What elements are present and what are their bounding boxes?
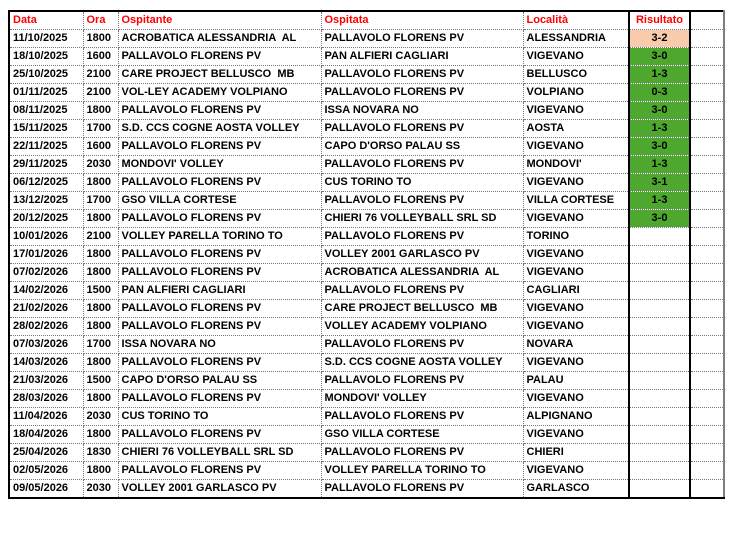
cell-localita[interactable]: AOSTA [523, 120, 629, 138]
header-risultato[interactable]: Risultato [629, 11, 690, 30]
cell-ora[interactable]: 2030 [83, 156, 118, 174]
cell-localita[interactable]: VIGEVANO [523, 426, 629, 444]
cell-extra-blank[interactable] [690, 174, 724, 192]
cell-extra-blank[interactable] [690, 210, 724, 228]
cell-data[interactable]: 29/11/2025 [9, 156, 83, 174]
cell-localita[interactable]: VIGEVANO [523, 246, 629, 264]
table-row [9, 84, 724, 102]
cell-ospitante[interactable]: CUS TORINO TO [118, 408, 321, 426]
spreadsheet-region [8, 10, 725, 499]
cell-localita[interactable]: CHIERI [523, 444, 629, 462]
cell-ospitata[interactable]: PALLAVOLO FLORENS PV [321, 480, 523, 499]
table-row [9, 192, 724, 210]
cell-ora[interactable]: 1600 [83, 138, 118, 156]
cell-ospitante[interactable]: PALLAVOLO FLORENS PV [118, 264, 321, 282]
table-row [9, 30, 724, 48]
cell-data[interactable]: 20/12/2025 [9, 210, 83, 228]
cell-data[interactable]: 28/02/2026 [9, 318, 83, 336]
header-data[interactable]: Data [9, 11, 83, 30]
table-row [9, 120, 724, 138]
cell-extra-blank[interactable] [690, 408, 724, 426]
cell-ospitante[interactable]: GSO VILLA CORTESE [118, 192, 321, 210]
cell-extra-blank[interactable] [690, 354, 724, 372]
cell-ora[interactable]: 1700 [83, 336, 118, 354]
table-row [9, 462, 724, 480]
cell-ospitata[interactable]: PAN ALFIERI CAGLIARI [321, 48, 523, 66]
cell-ora[interactable]: 1500 [83, 282, 118, 300]
cell-ospitata[interactable]: ISSA NOVARA NO [321, 102, 523, 120]
cell-ospitante[interactable]: PALLAVOLO FLORENS PV [118, 426, 321, 444]
table-row [9, 354, 724, 372]
cell-ospitata[interactable]: S.D. CCS COGNE AOSTA VOLLEY [321, 354, 523, 372]
cell-localita[interactable]: ALPIGNANO [523, 408, 629, 426]
cell-extra-blank[interactable] [690, 372, 724, 390]
cell-ora[interactable]: 1800 [83, 390, 118, 408]
cell-ora[interactable]: 1800 [83, 264, 118, 282]
table-row [9, 228, 724, 246]
cell-extra-blank[interactable] [690, 336, 724, 354]
table-row [9, 318, 724, 336]
cell-data[interactable]: 18/04/2026 [9, 426, 83, 444]
cell-ospitante[interactable]: PALLAVOLO FLORENS PV [118, 246, 321, 264]
cell-risultato[interactable] [629, 354, 690, 372]
cell-ospitante[interactable]: PALLAVOLO FLORENS PV [118, 390, 321, 408]
cell-ospitante[interactable]: PALLAVOLO FLORENS PV [118, 102, 321, 120]
cell-localita[interactable]: GARLASCO [523, 480, 629, 499]
cell-ospitante[interactable]: S.D. CCS COGNE AOSTA VOLLEY [118, 120, 321, 138]
cell-ospitata[interactable]: PALLAVOLO FLORENS PV [321, 120, 523, 138]
table-row [9, 66, 724, 84]
cell-ospitata[interactable]: PALLAVOLO FLORENS PV [321, 282, 523, 300]
cell-risultato[interactable] [629, 282, 690, 300]
cell-ora[interactable]: 1800 [83, 102, 118, 120]
cell-extra-blank[interactable] [690, 30, 724, 48]
header-ospitante[interactable]: Ospitante [118, 11, 321, 30]
cell-localita[interactable]: NOVARA [523, 336, 629, 354]
cell-localita[interactable]: VIGEVANO [523, 462, 629, 480]
table-row [9, 282, 724, 300]
cell-risultato[interactable] [629, 462, 690, 480]
cell-ospitata[interactable]: PALLAVOLO FLORENS PV [321, 372, 523, 390]
table-row [9, 210, 724, 228]
cell-extra-blank[interactable] [690, 480, 724, 499]
header-localita[interactable]: Località [523, 11, 629, 30]
cell-extra-blank[interactable] [690, 66, 724, 84]
cell-extra-blank[interactable] [690, 192, 724, 210]
cell-risultato[interactable] [629, 318, 690, 336]
cell-localita[interactable]: PALAU [523, 372, 629, 390]
cell-localita[interactable]: VOLPIANO [523, 84, 629, 102]
cell-ospitante[interactable]: ISSA NOVARA NO [118, 336, 321, 354]
cell-extra-blank[interactable] [690, 156, 724, 174]
header-extra-blank[interactable] [690, 11, 724, 30]
cell-ospitata[interactable]: PALLAVOLO FLORENS PV [321, 336, 523, 354]
cell-ospitante[interactable]: CHIERI 76 VOLLEYBALL SRL SD [118, 444, 321, 462]
cell-ospitante[interactable]: PALLAVOLO FLORENS PV [118, 174, 321, 192]
cell-risultato[interactable] [629, 390, 690, 408]
cell-ospitante[interactable]: VOLLEY PARELLA TORINO TO [118, 228, 321, 246]
cell-ora[interactable]: 1700 [83, 120, 118, 138]
cell-risultato[interactable]: 1-3 [629, 156, 690, 174]
cell-extra-blank[interactable] [690, 246, 724, 264]
cell-ospitata[interactable]: CUS TORINO TO [321, 174, 523, 192]
table-row [9, 246, 724, 264]
table-row [9, 48, 724, 66]
cell-ospitante[interactable]: VOL-LEY ACADEMY VOLPIANO [118, 84, 321, 102]
cell-ospitante[interactable]: PALLAVOLO FLORENS PV [118, 354, 321, 372]
cell-ora[interactable]: 2100 [83, 228, 118, 246]
table-row [9, 300, 724, 318]
cell-ora[interactable]: 1800 [83, 174, 118, 192]
table-row [9, 264, 724, 282]
cell-extra-blank[interactable] [690, 120, 724, 138]
cell-localita[interactable]: VIGEVANO [523, 318, 629, 336]
cell-ospitante[interactable]: PALLAVOLO FLORENS PV [118, 210, 321, 228]
cell-ospitata[interactable]: PALLAVOLO FLORENS PV [321, 228, 523, 246]
cell-data[interactable]: 13/12/2025 [9, 192, 83, 210]
cell-localita[interactable]: VIGEVANO [523, 102, 629, 120]
cell-ospitata[interactable]: MONDOVI' VOLLEY [321, 390, 523, 408]
cell-localita[interactable]: MONDOVI' [523, 156, 629, 174]
cell-extra-blank[interactable] [690, 462, 724, 480]
cell-ora[interactable]: 2030 [83, 480, 118, 499]
cell-ospitata[interactable]: GSO VILLA CORTESE [321, 426, 523, 444]
cell-extra-blank[interactable] [690, 426, 724, 444]
cell-risultato[interactable]: 3-1 [629, 174, 690, 192]
cell-localita[interactable]: BELLUSCO [523, 66, 629, 84]
cell-data[interactable]: 14/03/2026 [9, 354, 83, 372]
cell-extra-blank[interactable] [690, 318, 724, 336]
cell-localita[interactable]: VIGEVANO [523, 264, 629, 282]
cell-risultato[interactable] [629, 246, 690, 264]
cell-ospitata[interactable]: CARE PROJECT BELLUSCO MB [321, 300, 523, 318]
cell-ospitante[interactable]: MONDOVI' VOLLEY [118, 156, 321, 174]
cell-extra-blank[interactable] [690, 390, 724, 408]
cell-localita[interactable]: VIGEVANO [523, 390, 629, 408]
cell-ospitata[interactable]: VOLLEY 2001 GARLASCO PV [321, 246, 523, 264]
header-ora[interactable]: Ora [83, 11, 118, 30]
cell-extra-blank[interactable] [690, 444, 724, 462]
cell-extra-blank[interactable] [690, 282, 724, 300]
table-row [9, 372, 724, 390]
cell-ora[interactable]: 1800 [83, 462, 118, 480]
cell-ospitata[interactable]: PALLAVOLO FLORENS PV [321, 408, 523, 426]
cell-ospitata[interactable]: VOLLEY PARELLA TORINO TO [321, 462, 523, 480]
cell-localita[interactable]: CAGLIARI [523, 282, 629, 300]
cell-risultato[interactable] [629, 228, 690, 246]
cell-data[interactable]: 08/11/2025 [9, 102, 83, 120]
cell-localita[interactable]: VIGEVANO [523, 300, 629, 318]
cell-ora[interactable]: 1800 [83, 30, 118, 48]
cell-ospitante[interactable]: PALLAVOLO FLORENS PV [118, 138, 321, 156]
cell-extra-blank[interactable] [690, 300, 724, 318]
cell-localita[interactable]: TORINO [523, 228, 629, 246]
cell-localita[interactable]: ALESSANDRIA [523, 30, 629, 48]
cell-risultato[interactable] [629, 444, 690, 462]
cell-ospitata[interactable]: PALLAVOLO FLORENS PV [321, 444, 523, 462]
cell-risultato[interactable]: 0-3 [629, 84, 690, 102]
cell-risultato[interactable]: 1-3 [629, 192, 690, 210]
cell-ora[interactable]: 1830 [83, 444, 118, 462]
cell-ospitante[interactable]: PALLAVOLO FLORENS PV [118, 462, 321, 480]
cell-risultato[interactable] [629, 300, 690, 318]
cell-ora[interactable]: 1800 [83, 246, 118, 264]
cell-localita[interactable]: VIGEVANO [523, 354, 629, 372]
table-row [9, 408, 724, 426]
cell-data[interactable]: 10/01/2026 [9, 228, 83, 246]
table-row [9, 156, 724, 174]
header-row [9, 11, 724, 30]
cell-risultato[interactable]: 3-0 [629, 210, 690, 228]
cell-ora[interactable]: 1600 [83, 48, 118, 66]
cell-ora[interactable]: 1800 [83, 354, 118, 372]
cell-risultato[interactable]: 3-0 [629, 48, 690, 66]
cell-ospitata[interactable]: PALLAVOLO FLORENS PV [321, 30, 523, 48]
cell-extra-blank[interactable] [690, 138, 724, 156]
cell-ospitata[interactable]: PALLAVOLO FLORENS PV [321, 84, 523, 102]
match-schedule-table [8, 10, 725, 499]
table-row [9, 444, 724, 462]
cell-data[interactable]: 07/02/2026 [9, 264, 83, 282]
cell-localita[interactable]: VIGEVANO [523, 138, 629, 156]
cell-ospitante[interactable]: PALLAVOLO FLORENS PV [118, 318, 321, 336]
cell-risultato[interactable] [629, 264, 690, 282]
cell-extra-blank[interactable] [690, 228, 724, 246]
cell-data[interactable]: 18/10/2025 [9, 48, 83, 66]
cell-data[interactable]: 25/04/2026 [9, 444, 83, 462]
cell-ora[interactable]: 2100 [83, 66, 118, 84]
cell-ora[interactable]: 1800 [83, 300, 118, 318]
cell-ora[interactable]: 1500 [83, 372, 118, 390]
cell-ospitata[interactable]: CHIERI 76 VOLLEYBALL SRL SD [321, 210, 523, 228]
cell-ora[interactable]: 1800 [83, 318, 118, 336]
cell-ospitante[interactable]: CAPO D'ORSO PALAU SS [118, 372, 321, 390]
cell-localita[interactable]: VIGEVANO [523, 48, 629, 66]
cell-ospitante[interactable]: ACROBATICA ALESSANDRIA AL [118, 30, 321, 48]
cell-data[interactable]: 06/12/2025 [9, 174, 83, 192]
cell-ospitata[interactable]: CAPO D'ORSO PALAU SS [321, 138, 523, 156]
cell-ora[interactable]: 2100 [83, 84, 118, 102]
cell-ospitata[interactable]: ACROBATICA ALESSANDRIA AL [321, 264, 523, 282]
cell-risultato[interactable] [629, 372, 690, 390]
cell-data[interactable]: 01/11/2025 [9, 84, 83, 102]
cell-extra-blank[interactable] [690, 102, 724, 120]
cell-ora[interactable]: 1800 [83, 210, 118, 228]
cell-risultato[interactable] [629, 408, 690, 426]
cell-ospitata[interactable]: PALLAVOLO FLORENS PV [321, 66, 523, 84]
cell-ospitante[interactable]: PALLAVOLO FLORENS PV [118, 48, 321, 66]
header-ospitata[interactable]: Ospitata [321, 11, 523, 30]
cell-ospitata[interactable]: PALLAVOLO FLORENS PV [321, 192, 523, 210]
cell-data[interactable]: 21/03/2026 [9, 372, 83, 390]
table-row [9, 174, 724, 192]
cell-ospitante[interactable]: PAN ALFIERI CAGLIARI [118, 282, 321, 300]
cell-data[interactable]: 09/05/2026 [9, 480, 83, 499]
cell-extra-blank[interactable] [690, 48, 724, 66]
cell-extra-blank[interactable] [690, 84, 724, 102]
cell-risultato[interactable]: 3-2 [629, 30, 690, 48]
cell-data[interactable]: 15/11/2025 [9, 120, 83, 138]
table-row [9, 336, 724, 354]
table-row [9, 390, 724, 408]
cell-localita[interactable]: VILLA CORTESE [523, 192, 629, 210]
cell-localita[interactable]: VIGEVANO [523, 210, 629, 228]
cell-ospitata[interactable]: VOLLEY ACADEMY VOLPIANO [321, 318, 523, 336]
cell-risultato[interactable]: 1-3 [629, 66, 690, 84]
table-row [9, 426, 724, 444]
cell-data[interactable]: 28/03/2026 [9, 390, 83, 408]
cell-ora[interactable]: 1700 [83, 192, 118, 210]
cell-data[interactable]: 22/11/2025 [9, 138, 83, 156]
cell-ospitante[interactable]: PALLAVOLO FLORENS PV [118, 300, 321, 318]
cell-data[interactable]: 21/02/2026 [9, 300, 83, 318]
cell-data[interactable]: 25/10/2025 [9, 66, 83, 84]
cell-ora[interactable]: 2030 [83, 408, 118, 426]
cell-data[interactable]: 14/02/2026 [9, 282, 83, 300]
cell-risultato[interactable]: 3-0 [629, 138, 690, 156]
cell-ospitata[interactable]: PALLAVOLO FLORENS PV [321, 156, 523, 174]
cell-ospitante[interactable]: CARE PROJECT BELLUSCO MB [118, 66, 321, 84]
cell-data[interactable]: 11/10/2025 [9, 30, 83, 48]
cell-data[interactable]: 07/03/2026 [9, 336, 83, 354]
cell-data[interactable]: 17/01/2026 [9, 246, 83, 264]
table-body [9, 30, 724, 499]
cell-risultato[interactable] [629, 480, 690, 499]
cell-data[interactable]: 11/04/2026 [9, 408, 83, 426]
cell-ospitante[interactable]: VOLLEY 2001 GARLASCO PV [118, 480, 321, 499]
cell-localita[interactable]: VIGEVANO [523, 174, 629, 192]
table-row [9, 138, 724, 156]
cell-ora[interactable]: 1800 [83, 426, 118, 444]
table-row [9, 480, 724, 499]
cell-extra-blank[interactable] [690, 264, 724, 282]
cell-risultato[interactable] [629, 336, 690, 354]
cell-data[interactable]: 02/05/2026 [9, 462, 83, 480]
cell-risultato[interactable] [629, 426, 690, 444]
table-row [9, 102, 724, 120]
cell-risultato[interactable]: 3-0 [629, 102, 690, 120]
cell-risultato[interactable]: 1-3 [629, 120, 690, 138]
